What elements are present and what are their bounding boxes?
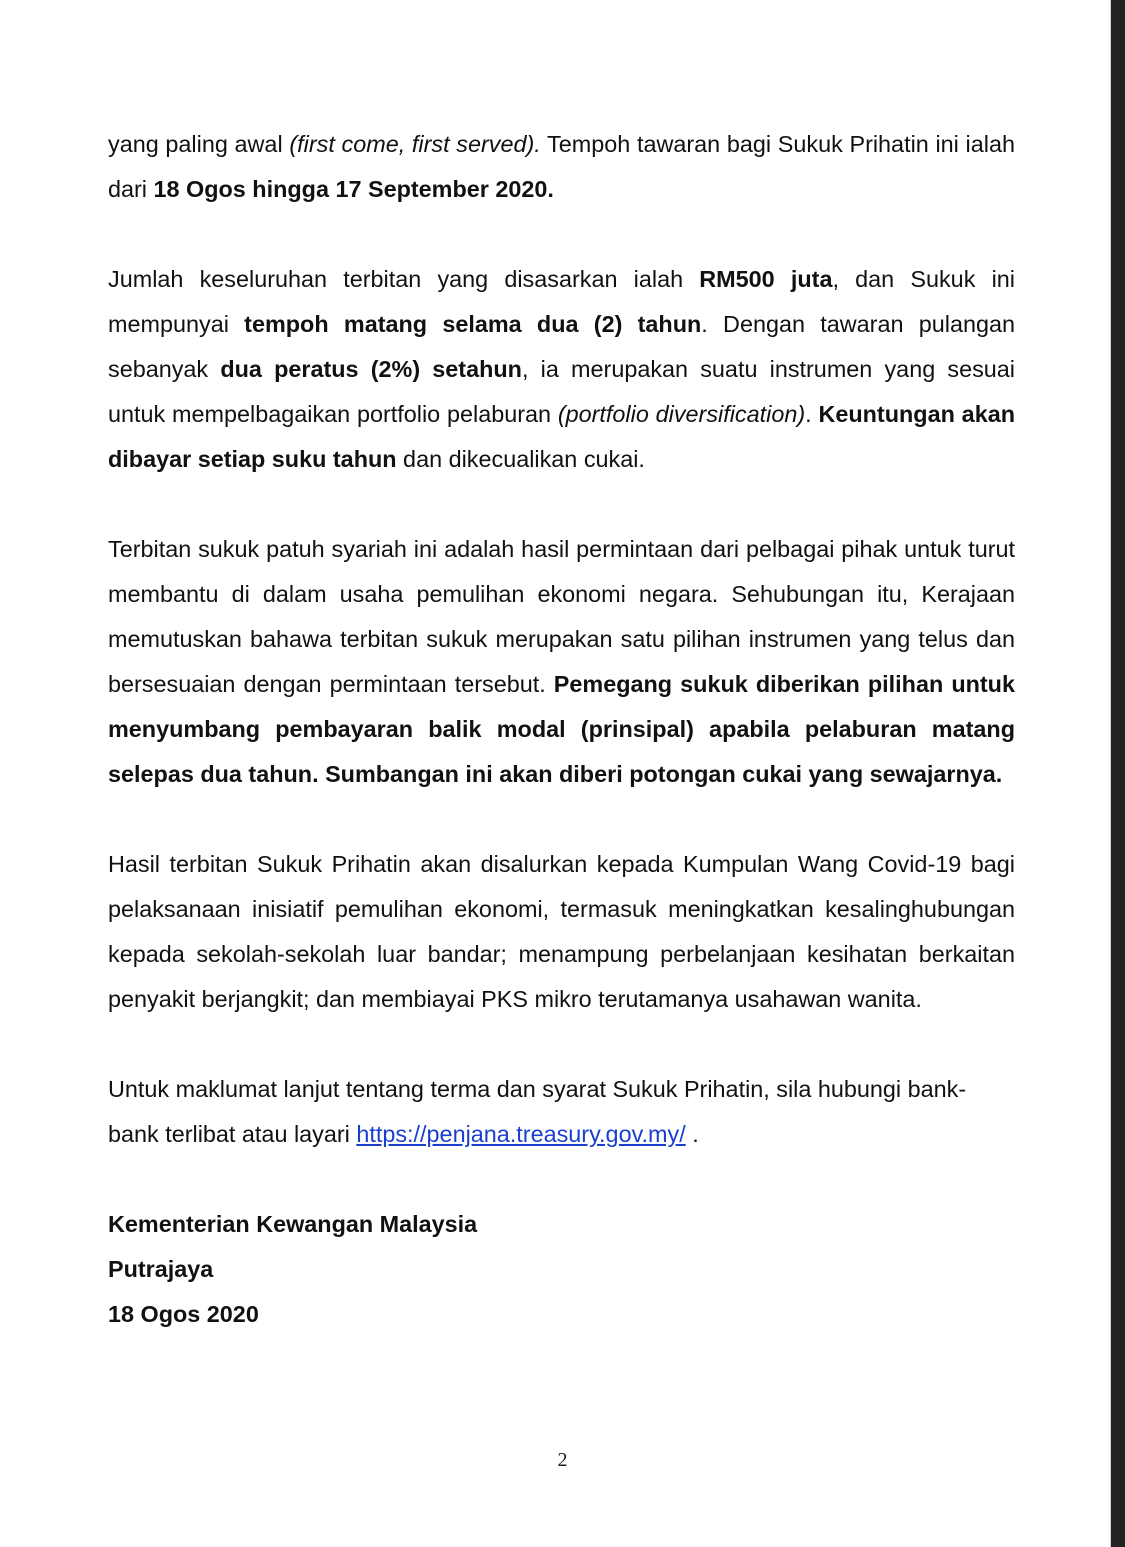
paragraph-more-info <box>108 1067 1015 1157</box>
viewer-edge <box>1111 0 1125 1547</box>
text-span: Jumlah keseluruhan terbitan yang disasarkan ialah <box>108 266 700 292</box>
text-span: , dan Sukuk ini mempunyai <box>108 266 1015 337</box>
bold-text: 18 Ogos hingga 17 September 2020. <box>153 176 554 202</box>
signature-block <box>108 1202 1015 1337</box>
text-span: Terbitan sukuk patuh syariah ini adalah hasil permintaan dari pelbagai pihak untuk turut membantu di dalam usaha pemulihan ekonomi negara. Sehubungan itu, Kerajaan memutuskan bahawa terbitan sukuk merupakan satu pilihan instrumen yang telus dan bersesuaian dengan permintaan tersebut. <box>108 536 1015 697</box>
text-span: Untuk maklumat lanjut tentang terma dan syarat Sukuk Prihatin, sila hubungi bank-bank terlibat atau layari <box>108 1076 967 1147</box>
text-span: . Dengan tawaran pulangan sebanyak <box>108 311 1015 382</box>
bold-text: Keuntungan akan dibayar setiap suku tahun <box>108 401 1015 472</box>
document-body <box>108 122 1015 1337</box>
text-span: . <box>805 401 819 427</box>
treasury-website-link[interactable]: https://penjana.treasury.gov.my/ <box>356 1121 686 1147</box>
bold-text: RM500 juta <box>699 266 833 292</box>
bold-text: tempoh matang selama dua (2) tahun <box>244 311 702 337</box>
italic-text: (first come, first served). <box>289 131 541 157</box>
signature-ministry: Kementerian Kewangan Malaysia <box>108 1211 478 1237</box>
text-span: Hasil terbitan Sukuk Prihatin akan disalurkan kepada Kumpulan Wang Covid-19 bagi pelaksanaan inisiatif pemulihan ekonomi, termasuk meningkatkan kesalinghubungan kepada sekolah-sekolah luar bandar; menampung perbelanjaan kesihatan berkaitan penyakit berjangkit; dan membiayai PKS mikro terutamanya usahawan wanita. <box>108 851 1015 1012</box>
text-span: Tempoh tawaran bagi Sukuk Prihatin ini ialah dari <box>108 131 1015 202</box>
bold-text: dua peratus (2%) setahun <box>220 356 522 382</box>
paragraph-shariah-compliant <box>108 527 1015 797</box>
italic-text: (portfolio diversification) <box>557 401 806 427</box>
paragraph-proceeds-use <box>108 842 1015 1022</box>
paragraph-offer-period <box>108 122 1015 212</box>
text-span: . <box>685 1121 699 1147</box>
text-span: yang paling awal <box>108 131 290 157</box>
bold-text: Pemegang sukuk diberikan pilihan untuk menyumbang pembayaran balik modal (prinsipal) apabila pelaburan matang selepas dua tahun. Sumbangan ini akan diberi potongan cukai yang sewajarnya. <box>108 671 1015 787</box>
paragraph-issuance-amount <box>108 257 1015 482</box>
signature-date: 18 Ogos 2020 <box>108 1301 259 1327</box>
page-number: 2 <box>557 1449 568 1471</box>
text-span: , ia merupakan suatu instrumen yang sesuai untuk mempelbagaikan portfolio pelaburan <box>108 356 1015 427</box>
text-span: dan dikecualikan cukai. <box>396 446 645 472</box>
signature-place: Putrajaya <box>108 1256 214 1282</box>
